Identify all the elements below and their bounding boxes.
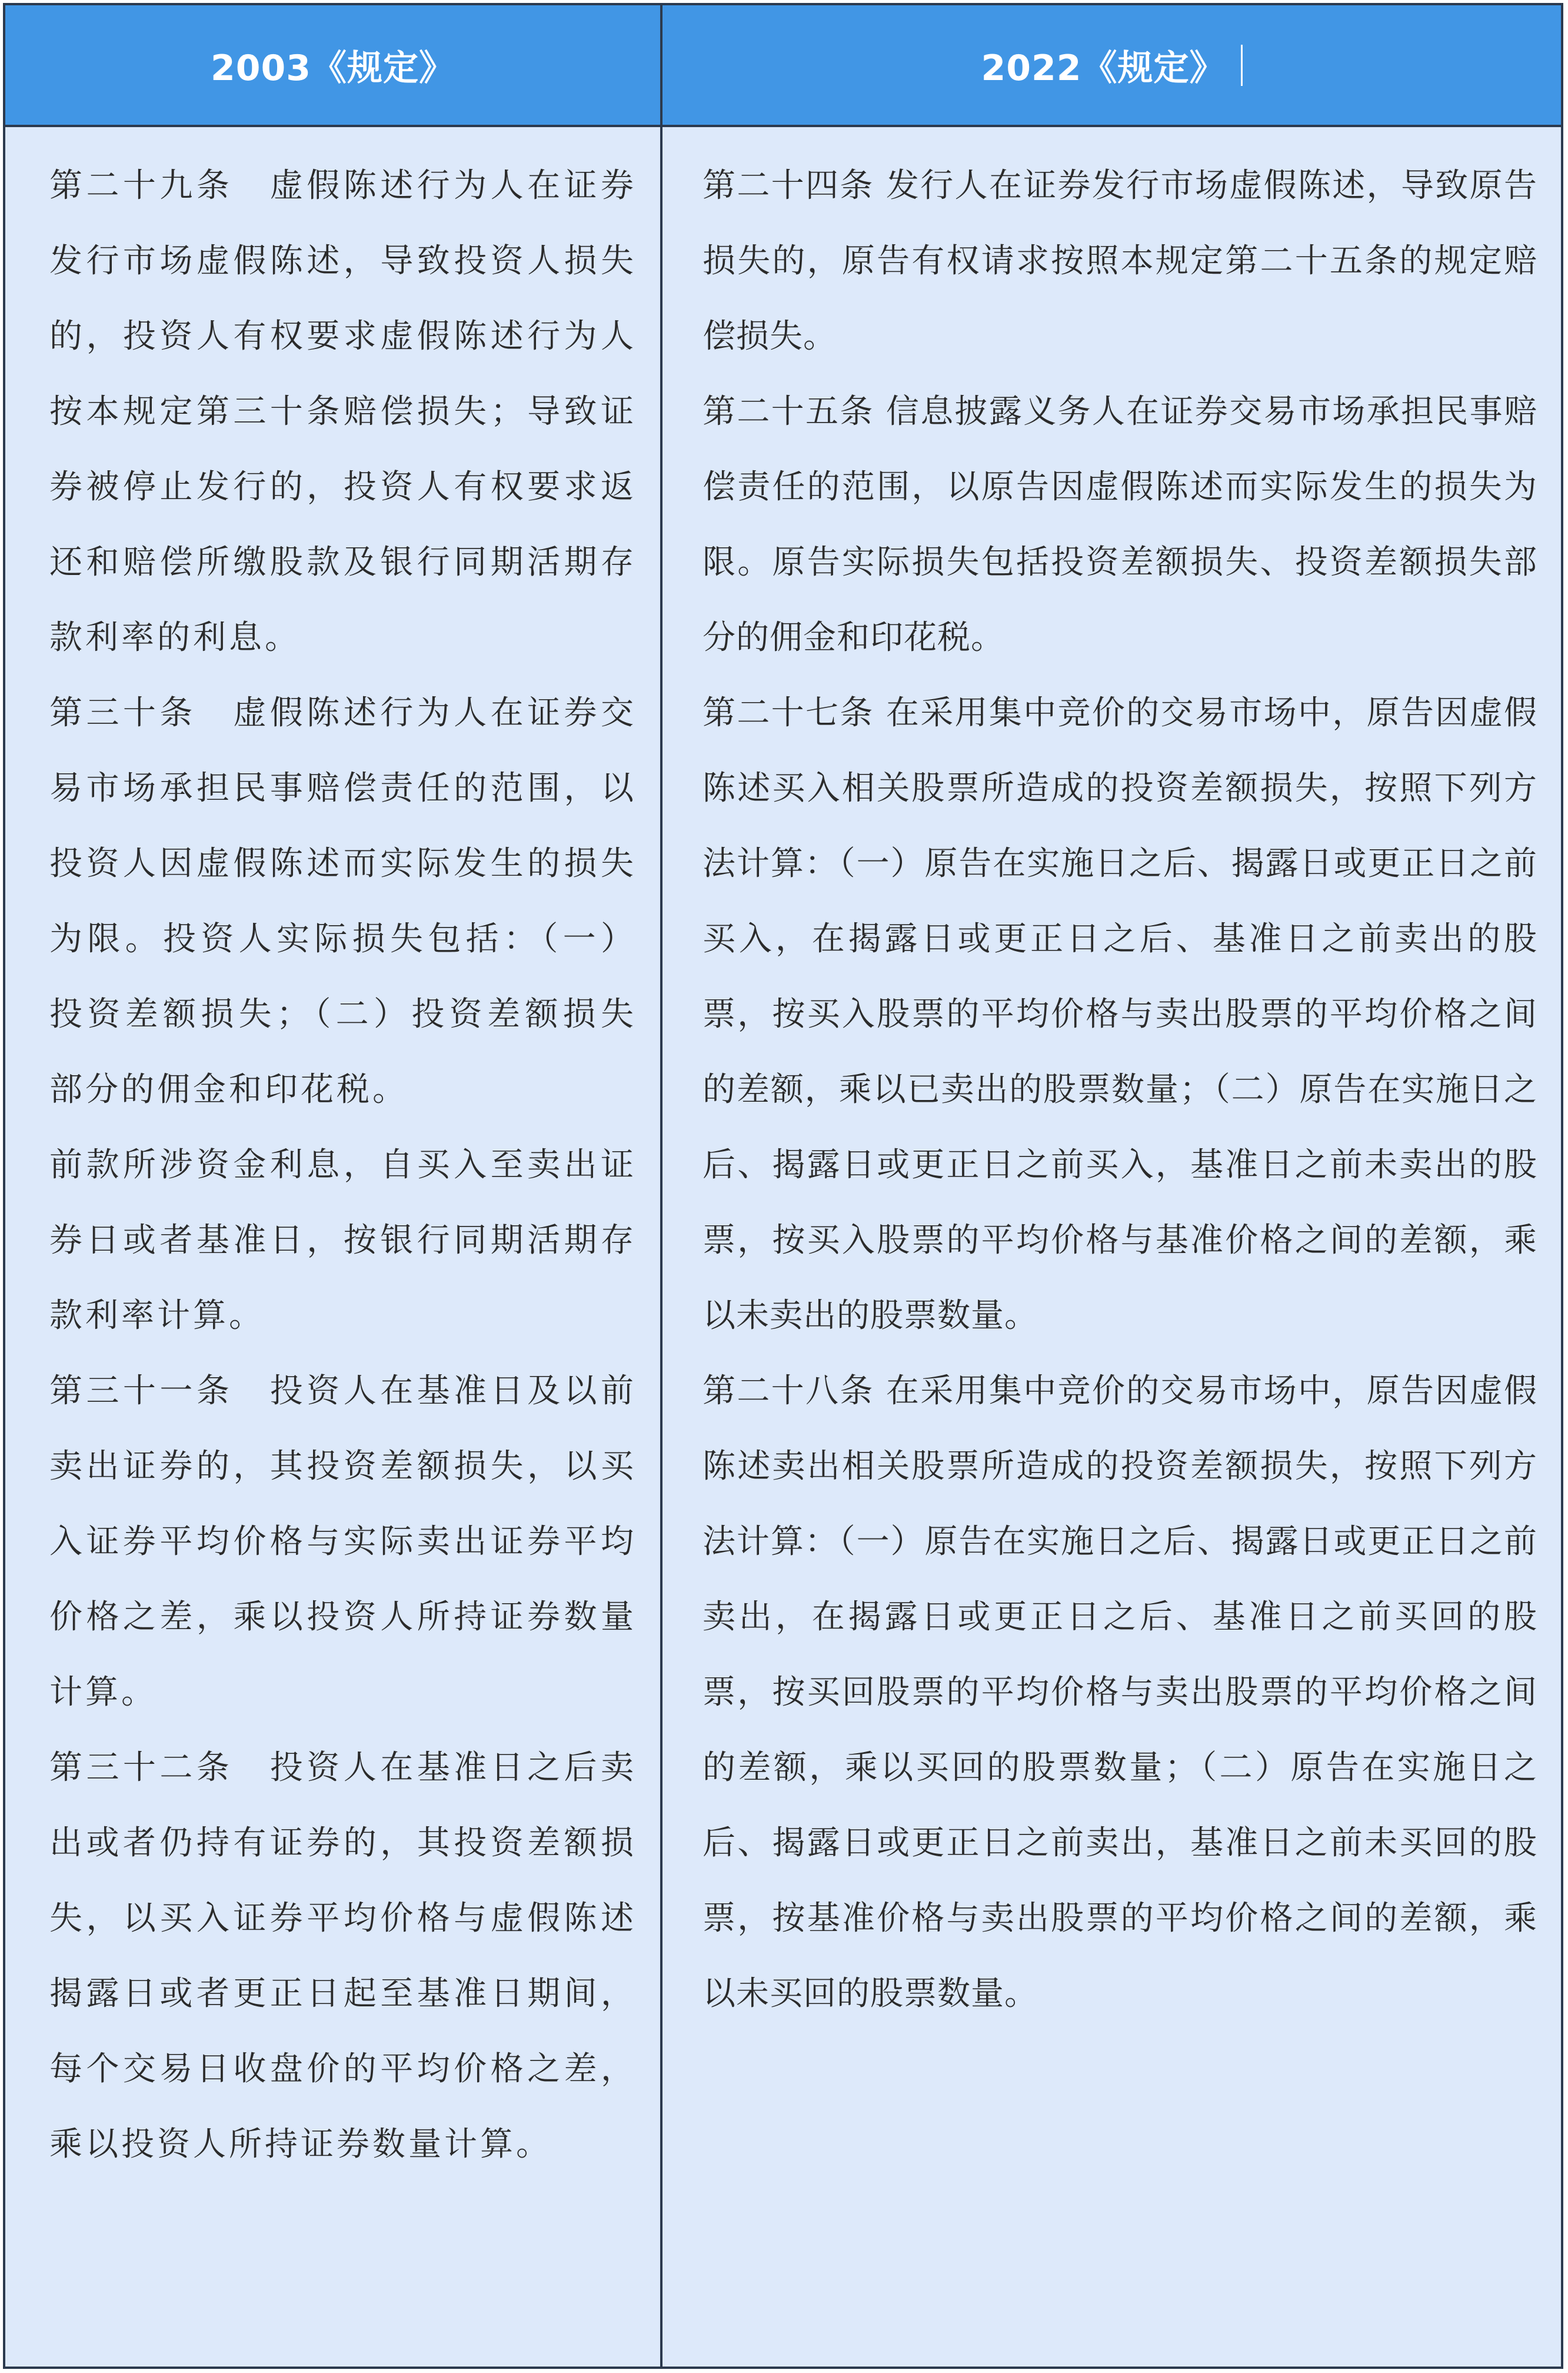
table-header-row xyxy=(5,5,1561,127)
article-25-2022: 第二十五条 信息披露义务人在证券交易市场承担民事赔偿责任的范围，以原告因虚假陈述而实际发生的损失为限。原告实际损失包括投资差额损失、投资差额损失部分的佣金和印花税。 xyxy=(703,393,1537,657)
article-27-2022: 第二十七条 在采用集中竞价的交易市场中，原告因虚假陈述买入相关股票所造成的投资差额损失，按照下列方法计算：（一）原告在实施日之后、揭露日或更正日之前买入，在揭露日或更正日之后、基准日之前卖出的股票，按买入股票的平均价格与卖出股票的平均价格之间的差额，乘以已卖出的股票数量；（二）原告在实施日之后、揭露日或更正日之前买入，基准日之前未卖出的股票，按买入股票的平均价格与基准价格之间的差额，乘以未卖出的股票数量。 xyxy=(703,694,1537,1335)
article-31-2003: 第三十一条 投资人在基准日及以前卖出证券的，其投资差额损失，以买入证券平均价格与实际卖出证券平均价格之差，乘以投资人所持证券数量计算。 xyxy=(49,1372,637,1711)
article-28-2022: 第二十八条 在采用集中竞价的交易市场中，原告因虚假陈述卖出相关股票所造成的投资差额损失，按照下列方法计算：（一）原告在实施日之后、揭露日或更正日之前卖出，在揭露日或更正日之后、基准日之前买回的股票，按买回股票的平均价格与卖出股票的平均价格之间的差额，乘以买回的股票数量；（二）原告在实施日之后、揭露日或更正日之前卖出，基准日之前未买回的股票，按基准价格与卖出股票的平均价格之间的差额，乘以未买回的股票数量。 xyxy=(703,1372,1537,2013)
article-24-2022: 第二十四条 发行人在证券发行市场虚假陈述，导致原告损失的，原告有权请求按照本规定第二十五条的规定赔偿损失。 xyxy=(703,167,1537,355)
header-cell-2022 xyxy=(663,5,1561,125)
header-cell-2003 xyxy=(5,5,663,125)
article-30-2003: 第三十条 虚假陈述行为人在证券交易市场承担民事赔偿责任的范围，以投资人因虚假陈述而实际发生的损失为限。投资人实际损失包括：（一）投资差额损失；（二）投资差额损失部分的佣金和印花税。 xyxy=(49,694,637,1109)
text-cursor xyxy=(1241,45,1243,86)
header-title-2022: 2022《规定》 xyxy=(981,47,1226,89)
interest-clause-2003: 前款所涉资金利息，自买入至卖出证券日或者基准日，按银行同期活期存款利率计算。 xyxy=(49,1146,637,1335)
body-cell-2022 xyxy=(663,127,1561,2367)
article-32-2003: 第三十二条 投资人在基准日之后卖出或者仍持有证券的，其投资差额损失，以买入证券平均价格与虚假陈述揭露日或者更正日起至基准日期间，每个交易日收盘价的平均价格之差，乘以投资人所持证券数量计算。 xyxy=(49,1749,637,2163)
header-title-2003: 2003《规定》 xyxy=(211,47,455,89)
article-29-2003: 第二十九条 虚假陈述行为人在证券发行市场虚假陈述，导致投资人损失的，投资人有权要求虚假陈述行为人按本规定第三十条赔偿损失；导致证券被停止发行的，投资人有权要求返还和赔偿所缴股款及银行同期活期存款利率的利息。 xyxy=(49,167,637,657)
comparison-table xyxy=(3,3,1563,2369)
body-cell-2003 xyxy=(5,127,663,2367)
table-body-row xyxy=(5,127,1561,2367)
